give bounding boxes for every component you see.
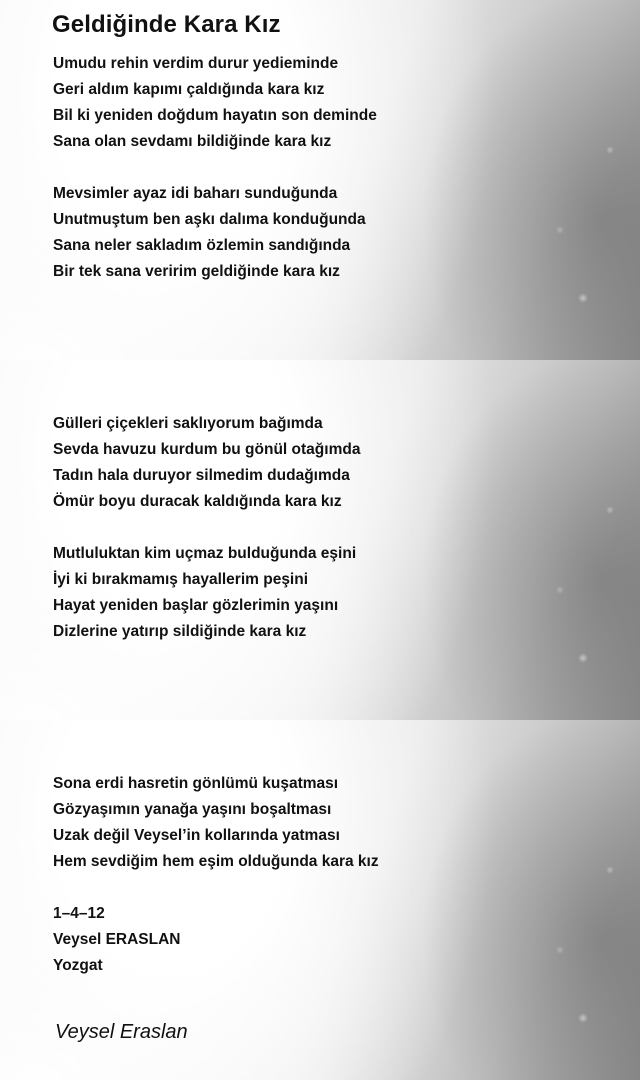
poem-line: Bil ki yeniden doğdum hayatın son deminde bbox=[53, 107, 377, 124]
stanza-2 bbox=[53, 181, 366, 285]
poem-line: Umudu rehin verdim durur yedieminde bbox=[53, 55, 339, 72]
poem-line: Ömür boyu duracak kaldığında kara kız bbox=[53, 493, 342, 510]
poem-panel-2 bbox=[0, 360, 640, 720]
poem-line: Sevda havuzu kurdum bu gönül otağımda bbox=[53, 441, 361, 458]
poem-line: Mutluluktan kim uçmaz bulduğunda eşini bbox=[53, 545, 357, 562]
poem-line: Geri aldım kapımı çaldığında kara kız bbox=[53, 81, 325, 98]
poem-panel-1 bbox=[0, 0, 640, 360]
poem-line: Sana neler sakladım özlemin sandığında bbox=[53, 237, 351, 254]
poem-location: Yozgat bbox=[53, 957, 103, 974]
stanza-3 bbox=[53, 411, 360, 515]
poem-line: Unutmuştum ben aşkı dalıma konduğunda bbox=[53, 211, 366, 228]
poem-line: İyi ki bırakmamış hayallerim peşini bbox=[53, 571, 309, 588]
poem-panel-3 bbox=[0, 720, 640, 1080]
poem-author-name: Veysel ERASLAN bbox=[53, 931, 181, 948]
poem-line: Hem sevdiğim hem eşim olduğunda kara kız bbox=[53, 853, 379, 870]
stanza-5 bbox=[53, 771, 379, 875]
poem-line: Sana olan sevdamı bildiğinde kara kız bbox=[53, 133, 332, 150]
poem-line: Gözyaşımın yanağa yaşını boşaltması bbox=[53, 801, 332, 818]
poem-footer bbox=[53, 901, 181, 979]
poem-line: Dizlerine yatırıp sildiğinde kara kız bbox=[53, 623, 307, 640]
poem-line: Uzak değil Veysel’in kollarında yatması bbox=[53, 827, 340, 844]
author-signature: Veysel Eraslan bbox=[55, 1021, 188, 1043]
poem-line: Hayat yeniden başlar gözlerimin yaşını bbox=[53, 597, 339, 614]
stanza-4 bbox=[53, 541, 356, 645]
poem-date: 1–4–12 bbox=[53, 905, 105, 922]
poem-line: Mevsimler ayaz idi baharı sunduğunda bbox=[53, 185, 338, 202]
poem-line: Gülleri çiçekleri saklıyorum bağımda bbox=[53, 415, 323, 432]
poem-line: Sona erdi hasretin gönlümü kuşatması bbox=[53, 775, 339, 792]
stanza-1 bbox=[53, 51, 377, 155]
poem-title: Geldiğinde Kara Kız bbox=[52, 11, 281, 38]
poem-line: Bir tek sana veririm geldiğinde kara kız bbox=[53, 263, 340, 280]
poem-line: Tadın hala duruyor silmedim dudağımda bbox=[53, 467, 350, 484]
